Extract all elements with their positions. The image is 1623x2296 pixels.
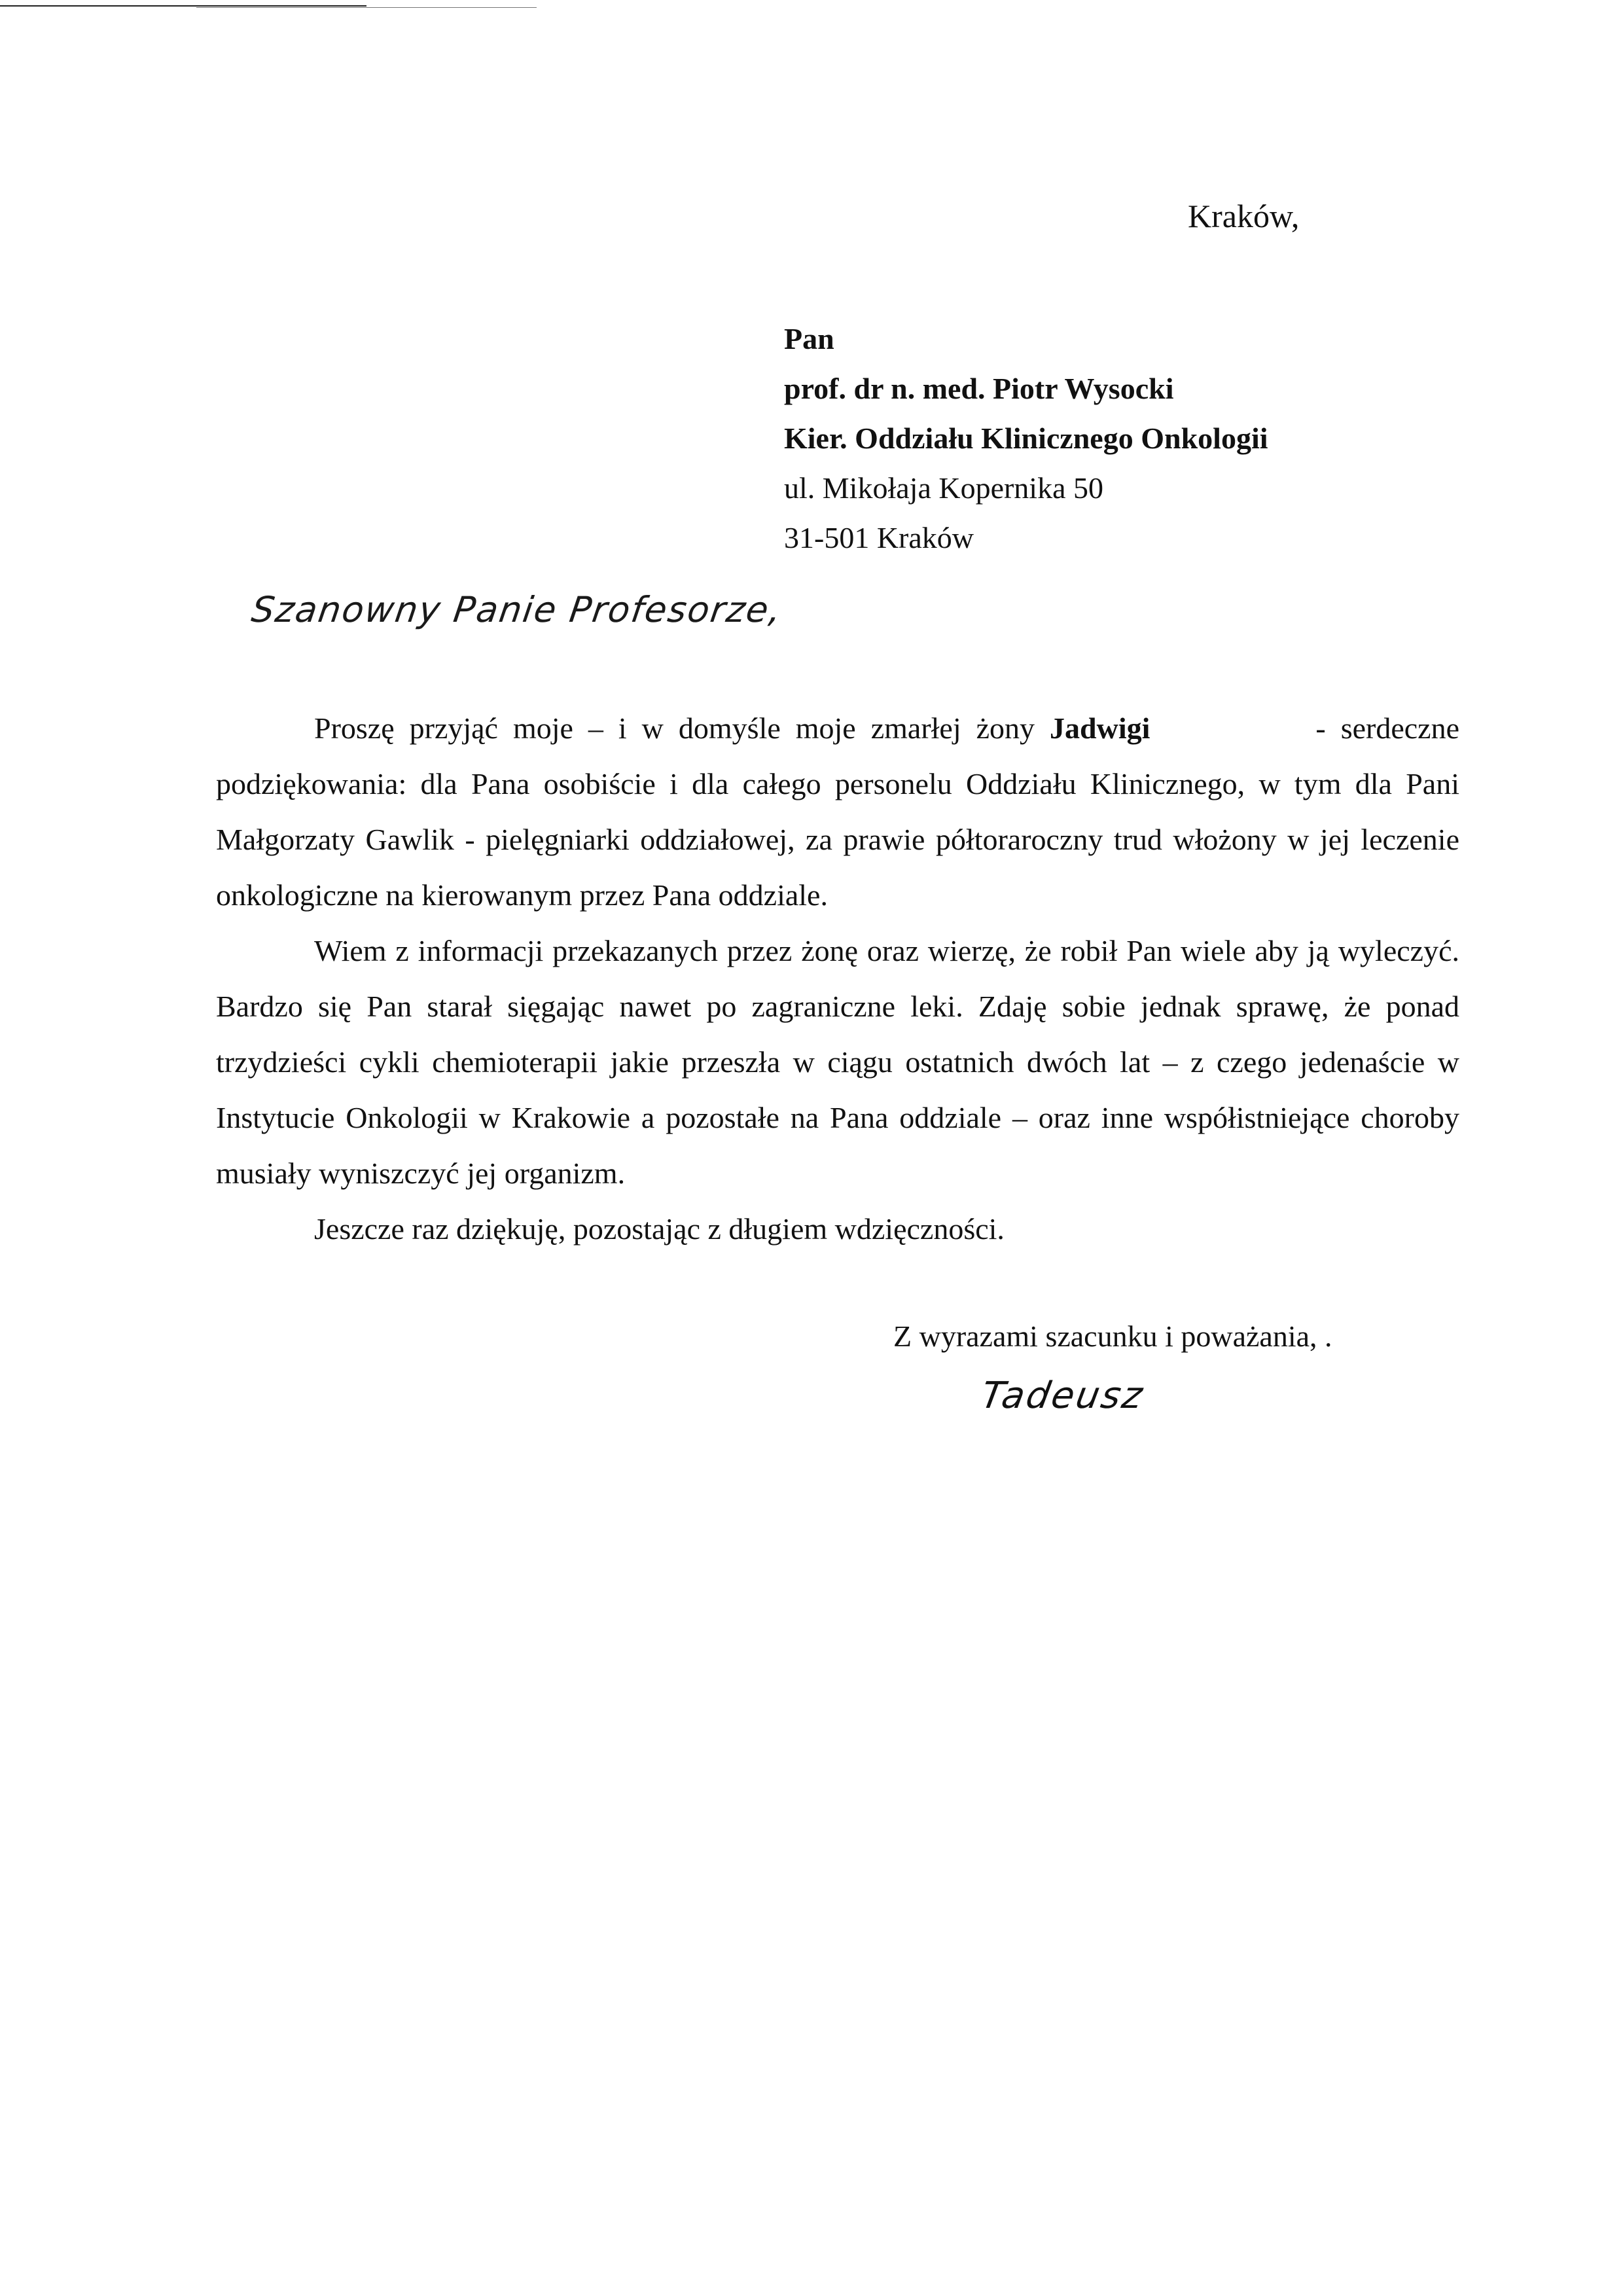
wife-name: Jadwigi	[1050, 711, 1150, 745]
recipient-title: Pan	[784, 322, 834, 355]
recipient-department: Kier. Oddziału Klinicznego Onkologii	[784, 422, 1268, 455]
body-paragraph-3: Jeszcze raz dziękuję, pozostając z długiem wdzięczności.	[314, 1212, 1005, 1246]
letter-closing: Z wyrazami szacunku i poważania, .	[893, 1319, 1332, 1353]
scan-edge-line	[0, 5, 366, 7]
handwritten-salutation: Szanowny Panie Profesorze,	[249, 589, 785, 630]
scan-edge-line-faint	[196, 7, 537, 8]
recipient-name: prof. dr n. med. Piotr Wysocki	[784, 372, 1174, 405]
letter-place: Kraków,	[1188, 198, 1300, 234]
body-paragraph-1: Proszę przyjąć moje – i w domyśle moje zmarłej żony Jadwigi - serdeczne podziękowania: dla Pana osobiście i dla całego personelu Oddziału Klinicznego, w tym dla Pani Małgorzaty Gawlik - pielęgniarki oddziałowej, za prawie półtoraroczny trud włożony w jej leczenie onkologiczne na kierowanym przez Pana oddziale.	[216, 711, 1460, 912]
recipient-city: 31-501 Kraków	[784, 521, 974, 554]
recipient-street: ul. Mikołaja Kopernika 50	[784, 471, 1104, 505]
recipient-address	[784, 314, 1268, 563]
handwritten-signature: Tadeusz	[978, 1374, 1148, 1417]
letter-body	[216, 700, 1459, 1257]
body-paragraph-2: Wiem z informacji przekazanych przez żonę oraz wierzę, że robił Pan wiele aby ją wyleczyć. Bardzo się Pan starał sięgając nawet po zagraniczne leki. Zdaję sobie jednak sprawę, że ponad trzydzieści cykli chemioterapii jakie przeszła w ciągu ostatnich dwóch lat – z czego jedenaście w Instytucie Onkologii w Krakowie a pozostałe na Pana oddziale – oraz inne współistniejące choroby musiały wyniszczyć jej organizm.	[216, 934, 1459, 1190]
